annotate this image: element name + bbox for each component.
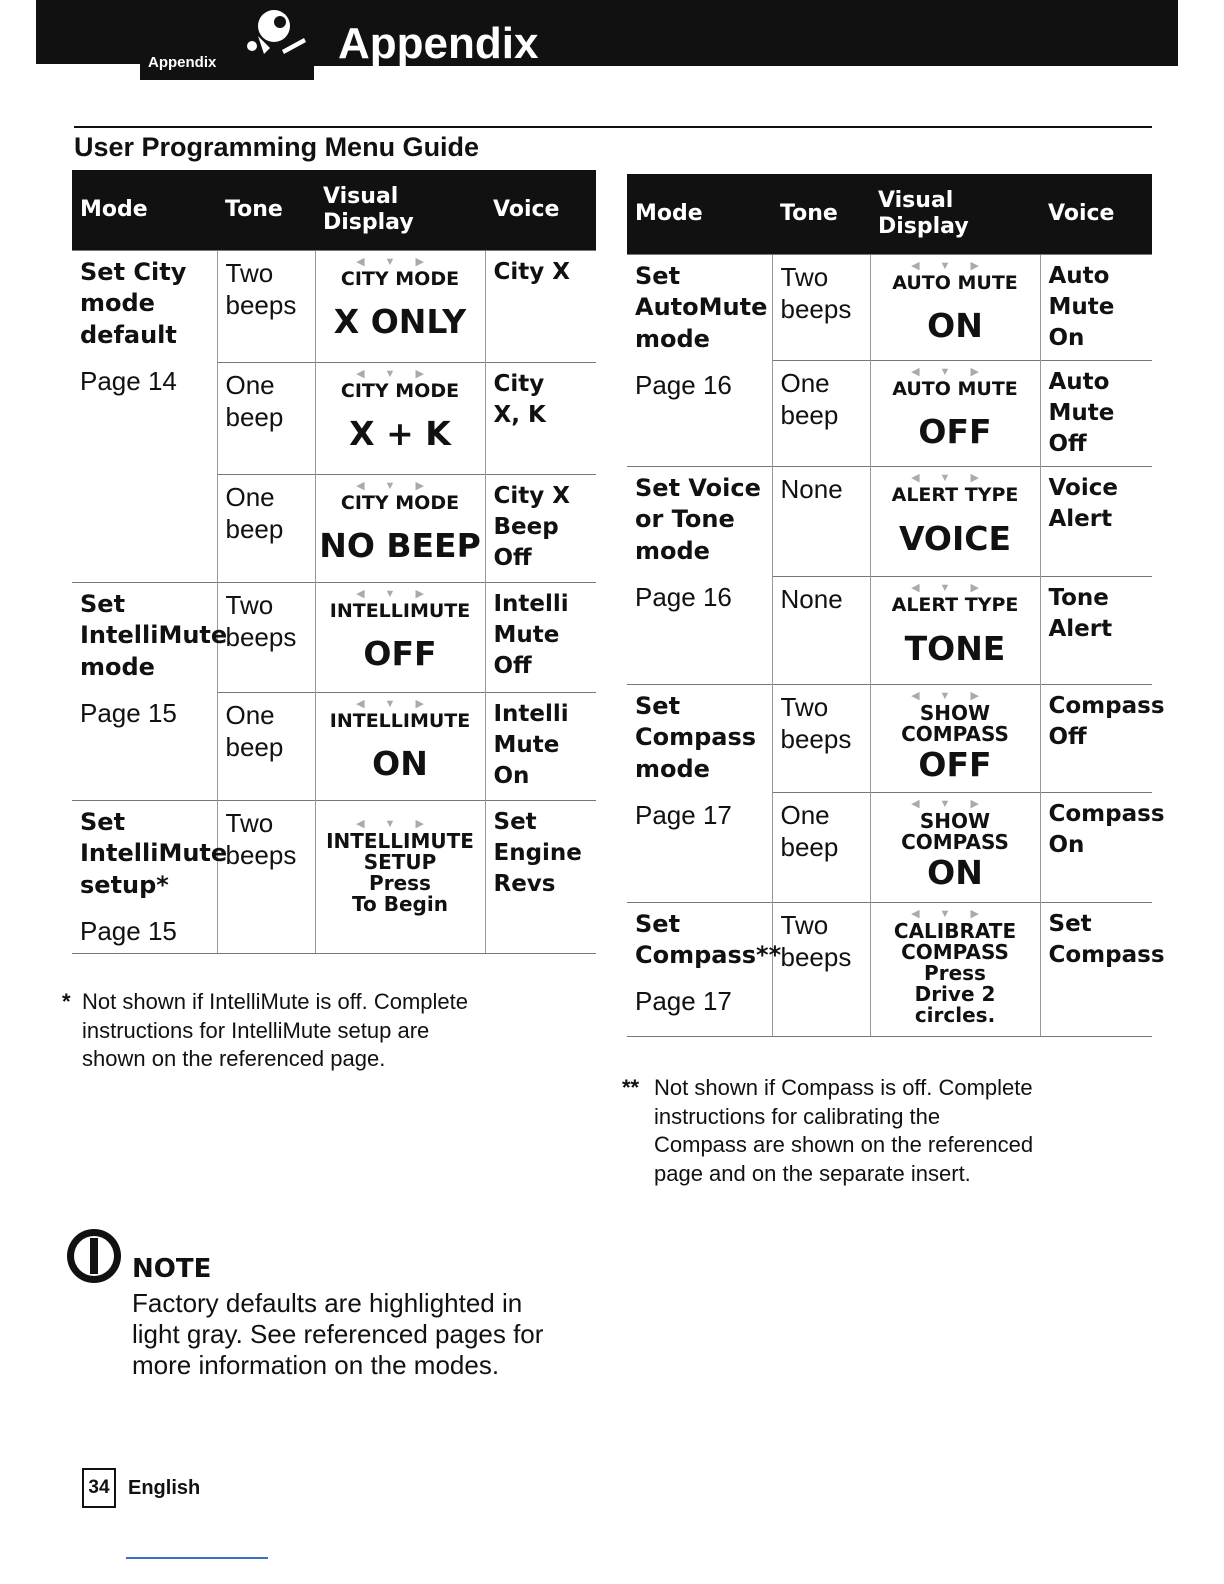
tone-cell: One beep	[772, 792, 870, 902]
arrow-indicator-icon: ◀▼▶	[356, 255, 444, 268]
voice-cell: Intelli Mute Off	[485, 582, 596, 692]
page-language: English	[128, 1477, 201, 1499]
mode-cell	[627, 684, 772, 902]
display-cell	[870, 792, 1040, 902]
header-tab-label: Appendix	[148, 54, 217, 71]
footnote-mark: *	[62, 989, 71, 1014]
tone-cell: Two beeps	[217, 250, 315, 362]
display-line: SHOW	[919, 700, 991, 725]
display-cell	[870, 360, 1040, 466]
display-cell	[870, 466, 1040, 576]
display-value: OFF	[363, 634, 437, 674]
info-circle-icon	[64, 1226, 124, 1286]
mode-title: Set IntelliMute setup*	[80, 807, 228, 899]
footnote-left	[62, 988, 492, 1074]
menu-guide-table-left	[72, 170, 596, 954]
tone-cell: One beep	[217, 692, 315, 800]
mode-cell	[72, 250, 217, 582]
display-line: COMPASS	[901, 721, 1009, 746]
mode-page: Page 15	[80, 697, 177, 728]
display-value: VOICE	[898, 518, 1012, 558]
mode-cell	[72, 800, 228, 953]
display-cell	[315, 362, 485, 474]
display-top: INTELLIMUTE	[329, 599, 471, 622]
display-value: OFF	[918, 412, 992, 452]
display-value: OFF	[918, 744, 992, 784]
display-top: ALERT TYPE	[891, 483, 1019, 506]
display-cell	[870, 902, 1040, 1036]
menu-guide-table-right	[627, 174, 1165, 1037]
header-mode: Mode	[627, 174, 772, 254]
display-value: X ONLY	[333, 302, 467, 342]
display-line: CALIBRATE	[893, 918, 1017, 943]
header-voice: Voice	[485, 170, 596, 250]
voice-cell: Voice Alert	[1040, 466, 1152, 576]
tone-cell: None	[772, 576, 870, 684]
display-value: X + K	[349, 414, 451, 454]
mode-cell	[627, 254, 772, 466]
display-line: To Begin	[352, 891, 448, 916]
arrow-indicator-icon: ◀▼▶	[911, 471, 999, 484]
mode-page: Page 14	[80, 365, 177, 396]
arrow-indicator-icon: ◀▼▶	[911, 689, 999, 702]
arrow-indicator-icon: ◀▼▶	[911, 259, 999, 272]
header-tone: Tone	[772, 174, 870, 254]
voice-cell: Set Compass	[1040, 902, 1152, 1036]
note-text: Factory defaults are highlighted in light gray. See referenced pages for more information on the modes.	[132, 1288, 544, 1381]
display-line: SHOW	[919, 808, 991, 833]
header-mode: Mode	[72, 170, 217, 250]
mode-page: Page 16	[635, 369, 732, 400]
header-tone: Tone	[217, 170, 315, 250]
voice-cell: Compass On	[1040, 792, 1152, 902]
header-voice: Voice	[1040, 174, 1152, 254]
voice-cell: City X Beep Off	[485, 474, 596, 582]
footnote-text: Not shown if IntelliMute is off. Complete instructions for IntelliMute setup are shown on the referenced page.	[82, 989, 468, 1072]
display-cell	[870, 254, 1040, 360]
arrow-indicator-icon: ◀▼▶	[911, 797, 999, 810]
display-line: Press	[369, 870, 431, 895]
mode-cell	[627, 902, 782, 1036]
display-value: ON	[372, 744, 428, 784]
display-top: CITY MODE	[340, 267, 460, 290]
display-value: ON	[927, 852, 983, 892]
arrow-indicator-icon: ◀▼▶	[356, 367, 444, 380]
mode-cell	[72, 582, 228, 800]
tone-cell: Two beeps	[772, 254, 870, 360]
display-top: AUTO MUTE	[892, 377, 1018, 400]
section-title: User Programming Menu Guide	[74, 132, 480, 162]
note-heading: NOTE	[132, 1254, 212, 1284]
footnote-text: Not shown if Compass is off. Complete instructions for calibrating the Compass are shown on the referenced page and on the separate insert.	[654, 1075, 1034, 1186]
display-top: ALERT TYPE	[891, 593, 1019, 616]
voice-cell: Auto Mute Off	[1040, 360, 1152, 466]
mode-title: Set AutoMute mode	[635, 261, 768, 353]
display-top: AUTO MUTE	[892, 271, 1018, 294]
display-line: SETUP	[363, 849, 437, 874]
voice-cell: Compass Off	[1040, 684, 1152, 792]
display-line: Drive 2 circles.	[914, 981, 996, 1027]
arrow-indicator-icon: ◀▼▶	[356, 697, 444, 710]
mode-title: Set Compass**	[635, 909, 782, 970]
voice-cell: Set Engine Revs	[485, 800, 596, 953]
satellite-dish-icon	[244, 6, 310, 68]
display-line: INTELLIMUTE	[326, 828, 474, 853]
display-value: TONE	[904, 628, 1006, 668]
display-cell	[315, 692, 485, 800]
display-line: COMPASS	[901, 939, 1009, 964]
page-number: 34	[82, 1468, 116, 1508]
display-top: CITY MODE	[340, 491, 460, 514]
mode-title: Set Voice or Tone mode	[635, 473, 761, 566]
page-title: Appendix	[338, 19, 539, 68]
tone-cell: Two beeps	[772, 684, 870, 792]
footnote-mark: **	[622, 1075, 640, 1100]
mode-title: Set Compass mode	[635, 691, 757, 784]
arrow-indicator-icon: ◀▼▶	[356, 479, 444, 492]
voice-cell: Auto Mute On	[1040, 254, 1152, 360]
tone-cell: One beep	[217, 474, 315, 582]
tone-cell: One beep	[217, 362, 315, 474]
bottom-link-line	[126, 1557, 268, 1559]
display-cell	[315, 800, 485, 953]
arrow-indicator-icon: ◀▼▶	[911, 581, 999, 594]
tone-cell: One beep	[772, 360, 870, 466]
mode-page: Page 17	[635, 799, 732, 830]
arrow-indicator-icon: ◀▼▶	[911, 907, 999, 920]
display-cell	[315, 582, 485, 692]
arrow-indicator-icon: ◀▼▶	[356, 817, 444, 830]
footnote-right	[622, 1074, 1034, 1188]
tone-cell: Two beeps	[217, 800, 315, 953]
tone-cell: None	[772, 466, 870, 576]
voice-cell: City X, K	[485, 362, 596, 474]
display-cell	[315, 474, 485, 582]
display-line: COMPASS	[901, 829, 1009, 854]
tone-cell: Two beeps	[217, 582, 315, 692]
header-visual-display: Visual Display	[315, 170, 485, 250]
mode-cell	[627, 466, 772, 684]
mode-page: Page 17	[635, 986, 732, 1017]
mode-title: Set IntelliMute mode	[80, 589, 228, 681]
display-top: INTELLIMUTE	[329, 709, 471, 732]
mode-page: Page 16	[635, 581, 732, 612]
mode-title: Set City mode default	[80, 257, 187, 349]
voice-cell: Intelli Mute On	[485, 692, 596, 800]
tone-cell: Two beeps	[772, 902, 870, 1036]
display-cell	[870, 684, 1040, 792]
arrow-indicator-icon: ◀▼▶	[911, 365, 999, 378]
display-top: CITY MODE	[340, 379, 460, 402]
voice-cell: Tone Alert	[1040, 576, 1152, 684]
section-rule	[74, 126, 1152, 128]
mode-page: Page 15	[80, 915, 177, 946]
header-visual-display: Visual Display	[870, 174, 1040, 254]
display-cell	[870, 576, 1040, 684]
display-line: Press	[924, 960, 986, 985]
display-cell	[315, 250, 485, 362]
display-value: NO BEEP	[319, 526, 481, 566]
voice-cell: City X	[485, 250, 596, 362]
display-value: ON	[927, 306, 983, 346]
arrow-indicator-icon: ◀▼▶	[356, 587, 444, 600]
